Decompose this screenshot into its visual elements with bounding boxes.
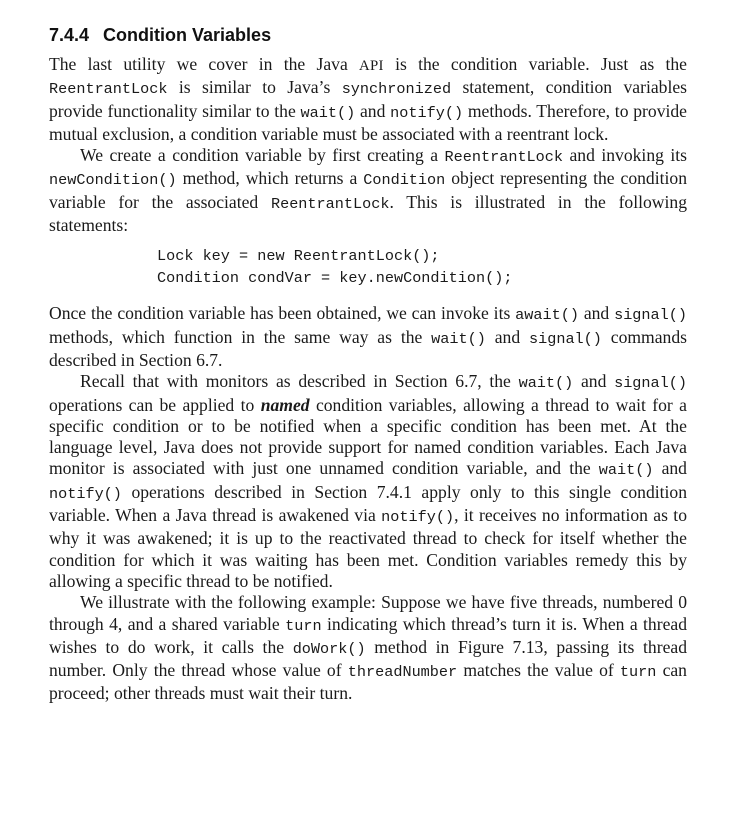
code-inline: notify() (49, 484, 122, 503)
text: and (573, 371, 615, 392)
code-inline: wait() (598, 461, 654, 480)
code-inline: wait() (431, 329, 486, 348)
code-line: Lock key = new ReentrantLock(); (157, 247, 440, 266)
code-inline: notify() (390, 103, 464, 122)
api-acronym: API (359, 58, 384, 74)
text: condition variables, allowing a thread to wait for a specific condition or to be notified when a specific condition has been met. At the language level, Java does not provide support for named condition variables. Each Java monitor is associated with just one unnamed condition variable, and the (49, 394, 687, 479)
text: Recall that with monitors as described in Section 6.7, the (80, 371, 519, 392)
text: and (578, 303, 615, 324)
document-page (49, 22, 687, 705)
section-title: Condition Variables (103, 25, 272, 45)
paragraph-intro (49, 54, 687, 145)
code-inline: wait() (518, 374, 574, 393)
text: and (355, 100, 391, 121)
code-inline: doWork() (292, 639, 366, 658)
text: We create a condition variable by first creating a (80, 145, 445, 166)
text: operations described in Section 7.4.1 apply only to this single condition variable. When a Java thread is awakened via (49, 481, 687, 526)
code-block (157, 245, 687, 289)
text: and invoking its (563, 145, 688, 166)
paragraph-create (49, 145, 687, 236)
text: indicating which thread’s turn it is. When a thread wishes to do work, it calls the (49, 613, 687, 657)
code-inline: newCondition() (49, 171, 177, 190)
section-heading (49, 22, 687, 48)
code-inline: ReentrantLock (444, 148, 564, 167)
code-inline: turn (619, 663, 657, 682)
text: object representing the condition variable for the associated (49, 168, 687, 212)
paragraph-monitors (49, 371, 687, 592)
text: methods. Therefore, to provide mutual exclusion, a condition variable must be associated with a reentrant lock. (49, 100, 687, 144)
code-inline: await() (515, 306, 579, 325)
code-inline: synchronized (341, 80, 452, 99)
text: , it receives no information as to why it was awakened; it is up to the reactivated thread to check for itself whether the condition for which it was waiting has been met. Condition variables remedy this by allowing a specific thread to be notified. (49, 505, 687, 591)
code-inline: signal() (614, 306, 687, 325)
text: statement, condition variables provide functionality similar to the (49, 77, 687, 121)
text: is similar to Java’s (167, 77, 342, 98)
code-inline: threadNumber (347, 663, 458, 682)
text: The last utility we cover in the Java (49, 54, 360, 74)
code-inline: signal() (528, 329, 602, 348)
text: Once the condition variable has been obtained, we can invoke its (49, 303, 516, 324)
text: method in Figure 7.13, passing its thread number. Only the thread whose value of (49, 636, 687, 681)
code-inline: Condition (363, 171, 446, 190)
text: We illustrate with the following example: Suppose we have five threads, numbered 0 through 4, and a shared variable (49, 592, 687, 634)
text: can proceed; other threads must wait their turn. (49, 660, 687, 704)
code-line: Condition condVar = key.newCondition(); (157, 269, 513, 288)
text: and (653, 458, 687, 479)
paragraph-methods (49, 303, 687, 371)
emphasis-named: named (260, 394, 310, 415)
text: matches the value of (457, 660, 620, 681)
paragraph-example (49, 592, 687, 704)
text: . This is illustrated in the following statements: (49, 191, 687, 236)
code-inline: notify() (381, 508, 455, 527)
text: is the condition variable. Just as the (383, 54, 687, 74)
code-inline: ReentrantLock (49, 80, 168, 99)
code-inline: ReentrantLock (270, 194, 390, 213)
text: and (485, 326, 529, 347)
text: methods, which function in the same way as the (49, 326, 432, 347)
code-inline: signal() (614, 374, 687, 393)
text: method, which returns a (176, 168, 364, 189)
text: commands described in Section 6.7. (49, 326, 687, 370)
code-inline: turn (285, 616, 322, 635)
text: operations can be applied to (49, 394, 261, 415)
section-number: 7.4.4 (49, 25, 90, 45)
code-inline: wait() (300, 103, 356, 122)
